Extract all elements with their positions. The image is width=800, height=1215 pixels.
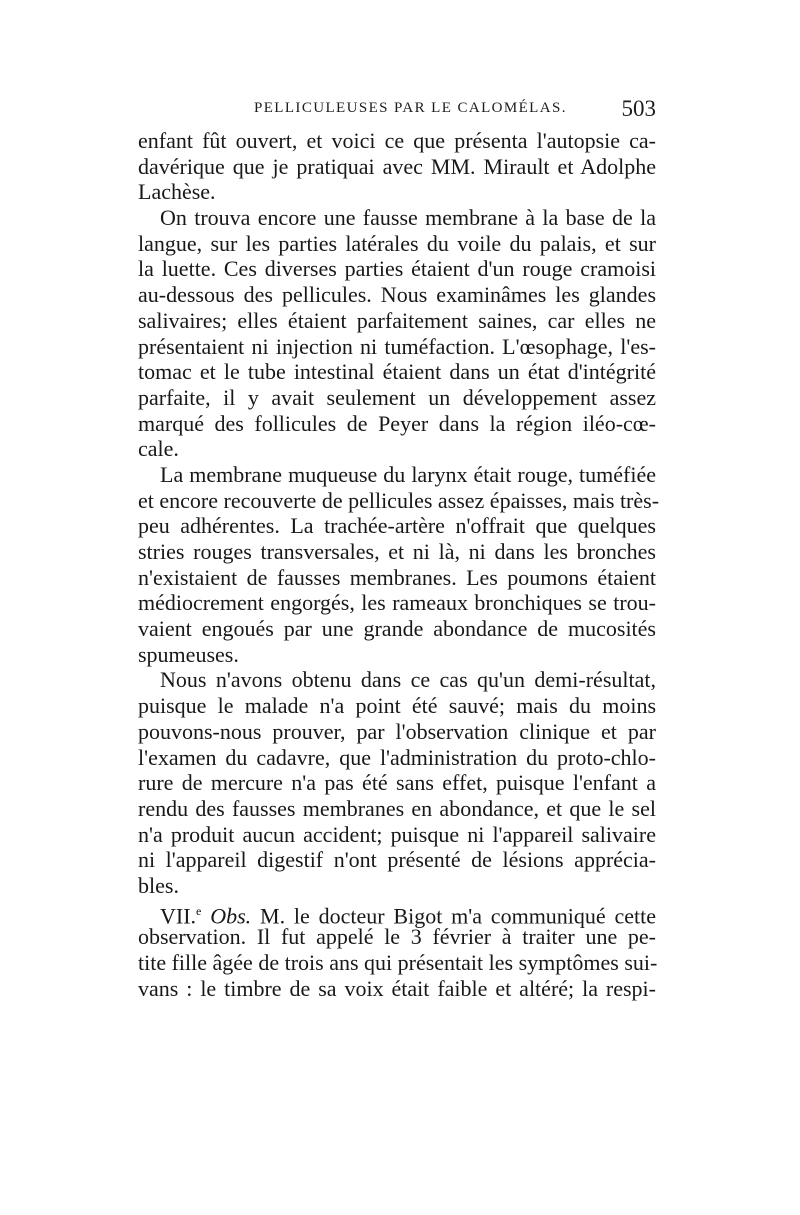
observation-label: Obs. (210, 902, 252, 928)
text-line: salivaires; elles étaient parfaitement saines, car elles ne (138, 307, 656, 333)
text-line: peu adhérentes. La trachée-artère n'offrait que quelques (138, 513, 656, 539)
paragraph-start-line: La membrane muqueuse du larynx était rouge, tuméfiée (160, 461, 656, 487)
text-line: cale. (138, 436, 179, 462)
text-line: vans : le timbre de sa voix était faible et altéré; la respi- (138, 975, 656, 1001)
text-line: la luette. Ces diverses parties étaient d'un rouge cramoisi (138, 256, 656, 282)
text-line: davérique que je pratiquai avec MM. Mirault et Adolphe (138, 153, 656, 179)
text-line: marqué des follicules de Peyer dans la région iléo-cœ- (138, 410, 656, 436)
text-line: spumeuses. (138, 641, 239, 667)
observation-heading-line (138, 899, 657, 928)
text-line: rendu des fausses membranes en abondance, et que le sel (138, 795, 656, 821)
text-line: stries rouges transversales, et ni là, ni dans les bronches (138, 539, 656, 564)
text-line: et encore recouverte de pellicules assez épaisses, mais très- (138, 487, 660, 513)
body-text (138, 128, 660, 1001)
text-line: rure de mercure n'a pas été sans effet, puisque l'enfant a (138, 770, 656, 796)
text-line: ni l'appareil digestif n'ont présenté de lésions apprécia- (138, 847, 656, 873)
text-line: parfaite, il y avait seulement un développement assez (138, 384, 656, 410)
text-line: observation. Il fut appelé le 3 février à traiter une pe- (138, 924, 656, 950)
text-line: l'examen du cadavre, que l'administration du proto-chlo- (138, 744, 656, 770)
text-line: puisque le malade n'a point été sauvé; mais du moins (138, 693, 656, 719)
page-number: 503 (621, 96, 656, 121)
text-line: au-dessous des pellicules. Nous examinâmes les glandes (138, 282, 656, 308)
text-line: langue, sur les parties latérales du voile du palais, et sur (138, 230, 656, 256)
text-line: pouvons-nous prouver, par l'observation clinique et par (138, 718, 656, 744)
text-line: Lachèse. (138, 179, 216, 205)
text-line: n'a produit aucun accident; puisque ni l'appareil salivaire (138, 821, 656, 847)
observation-number-suffix: e (196, 903, 202, 918)
text-line: médiocrement engorgés, les rameaux bronchiques se trou- (138, 590, 656, 616)
running-title: PELLICULEUSES PAR LE CALOMÉLAS. (254, 100, 567, 116)
text-line: tomac et le tube intestinal étaient dans un état d'intégrité (138, 359, 656, 385)
observation-number: VII. (160, 902, 197, 928)
running-head (138, 96, 656, 122)
paragraph-start-line: Nous n'avons obtenu dans ce cas qu'un demi-résultat, (160, 667, 656, 693)
observation-text: M. le docteur Bigot m'a communiqué cette (260, 902, 657, 928)
text-line: n'existaient de fausses membranes. Les poumons étaient (138, 564, 656, 590)
paragraph-start-line: On trouva encore une fausse membrane à la base de la (160, 205, 656, 231)
text-line: tite fille âgée de trois ans qui présentait les symptômes sui- (138, 950, 658, 975)
text-line: vaient engoués par une grande abondance de mucosités (138, 616, 656, 642)
text-line: présentaient ni injection ni tuméfaction. L'œsophage, l'es- (138, 333, 656, 359)
text-line: bles. (138, 872, 179, 898)
text-line: enfant fût ouvert, et voici ce que présenta l'autopsie ca- (138, 128, 656, 153)
